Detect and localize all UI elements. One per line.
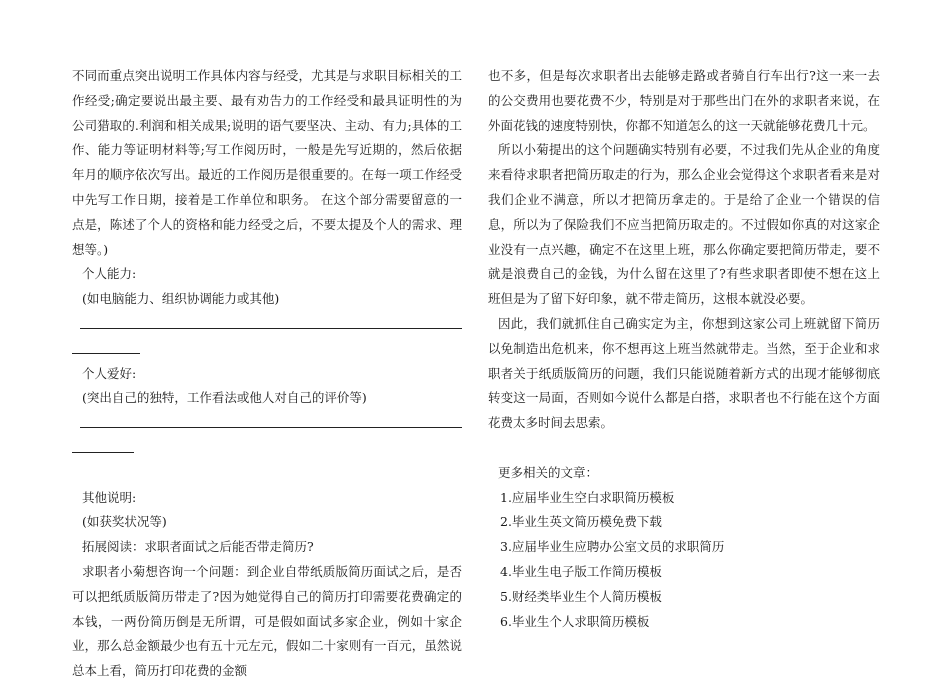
hobby-label: 个人爱好: [82, 365, 137, 381]
extended-reading-title: 拓展阅读：求职者面试之后能否带走简历? [82, 539, 314, 555]
other-hint: (如获奖状况等) [82, 514, 167, 530]
left-column [72, 64, 462, 684]
related-articles-title: 更多相关的文章： [498, 464, 599, 480]
right-column [488, 64, 880, 634]
hobby-fill-line [72, 411, 462, 436]
related-article-link[interactable]: 2.毕业生英文简历模免费下载 [500, 514, 662, 530]
conclusion-paragraph: 因此，我们就抓住自己确实定为主，你想到这家公司上班就留下简历以免制造出危机来，你不想再这上班当然就带走。当然，至于企业和求职者关于纸质版简历的问题，我们只能说随着新方式的出现才能够彻底转变这一局面，否则如今说什么都是白搭，求职者也不行能在这个方面花费太多时间去思索。 [488, 315, 880, 431]
hobby-hint: (突出自己的独特，工作看法或他人对自己的评价等) [82, 390, 367, 406]
related-article-link[interactable]: 6.毕业生个人求职简历模板 [500, 613, 650, 629]
spacer [488, 436, 880, 461]
ability-label: 个人能力: [82, 266, 137, 282]
related-article-link[interactable]: 4.毕业生电子版工作简历模板 [500, 563, 662, 579]
related-article-link[interactable]: 5.财经类毕业生个人简历模板 [500, 588, 662, 604]
other-label: 其他说明: [82, 489, 137, 505]
question-paragraph: 求职者小菊想咨询一个问题：到企业自带纸质版简历面试之后，是否可以把纸质版简历带走了?因为她觉得自己的简历打印需要花费确定的本钱，一两份简历倒是无所谓，可是假如面试多家企业，例如十家企业，那么总金额最少也有五十元左元，假如二十家则有一百元，虽然说总本上看，简历打印花费的金额 [72, 563, 462, 679]
ability-fill-line [72, 312, 462, 337]
related-article-link[interactable]: 1.应届毕业生空白求职简历模板 [500, 489, 675, 505]
hobby-fill-line-end [72, 436, 462, 461]
cost-paragraph: 也不多，但是每次求职者出去能够走路或者骑自行车出行?这一来一去的公交费用也要花费不少，特别是对于那些出门在外的求职者来说，在外面花钱的速度特别快，你都不知道怎么的这一天就能够花费几十元。 [488, 68, 880, 133]
ability-hint: (如电脑能力、组织协调能力或其他) [82, 291, 280, 307]
ability-fill-line-end [72, 337, 462, 362]
spacer [72, 461, 462, 486]
employer-view-paragraph: 所以小菊提出的这个问题确实特别有必要，不过我们先从企业的角度来看待求职者把简历取走的行为，那么企业会觉得这个求职者看来是对我们企业不满意，所以才把简历拿走的。于是给了企业一个错误的信息，所以为了保险我们不应当把简历取走的。不过假如你真的对这家企业没有一点兴趣，确定不在这里上班，那么你确定要把简历带走，要不就是浪费自己的金钱，为什么留在这里了?有些求职者即使不想在这上班但是为了留下好印象，就不带走简历，这根本就没必要。 [488, 142, 880, 307]
related-article-link[interactable]: 3.应届毕业生应聘办公室文员的求职简历 [500, 539, 725, 555]
work-experience-paragraph: 不同而重点突出说明工作具体内容与经受，尤其是与求职目标相关的工作经受;确定要说出最主要、最有劝告力的工作经受和最具证明性的为公司猎取的.利润和相关成果;说明的语气要坚决、主动、有力;具体的工作、能力等证明材料等;写工作阅历时，一般是先写近期的，然后依据年月的顺序依次写出。最近的工作阅历是很重要的。在每一项工作经受中先写工作日期，接着是工作单位和职务。 在这个部分需要留意的一点是，陈述了个人的资格和能力经受之后，不要太提及个人的需求、理想等。) [72, 68, 462, 257]
